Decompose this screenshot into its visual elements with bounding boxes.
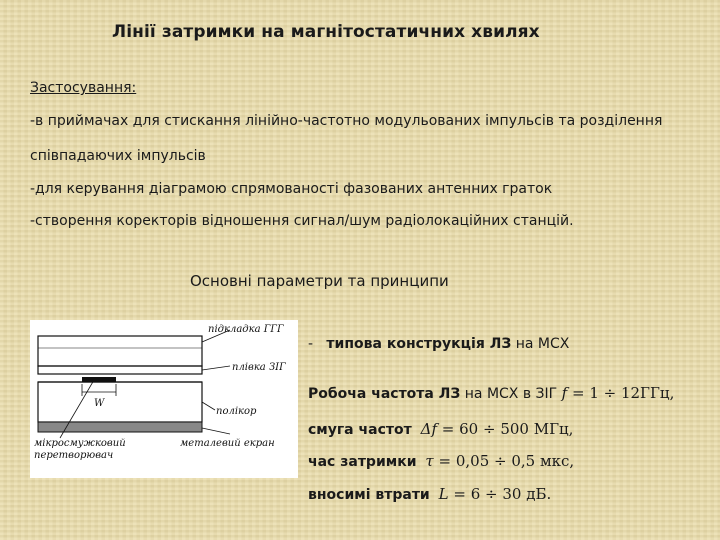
label-screen: металевий екран (180, 438, 275, 449)
param-bandwidth (308, 420, 573, 438)
polycor-layer (38, 382, 202, 422)
delay-formula: τ = 0,05 ÷ 0,5 мкс, (425, 452, 575, 470)
frequency-formula: f = 1 ÷ 12ГГц, (561, 384, 675, 402)
param-delay (308, 452, 574, 470)
bandwidth-bold: смуга частот (308, 422, 412, 438)
loss-bold: вносимі втрати (308, 487, 430, 503)
slide-title: Лінії затримки на магнітостатичних хвилях (112, 22, 540, 42)
label-width: W (94, 398, 105, 409)
param-construction (308, 336, 569, 352)
film-layer (38, 366, 202, 374)
frequency-bold: Робоча частота ЛЗ (308, 386, 461, 402)
bandwidth-formula: Δf = 60 ÷ 500 МГц, (420, 420, 574, 438)
label-substrate: підкладка ГГГ (208, 324, 284, 335)
loss-formula: L = 6 ÷ 30 дБ. (438, 485, 552, 503)
delay-bold: час затримки (308, 454, 417, 470)
construction-rest: на МСХ (515, 336, 570, 352)
label-transducer-2: перетворювач (34, 450, 114, 461)
label-transducer-1: мікросмужковий (34, 438, 126, 449)
substrate-layer (38, 336, 202, 366)
construction-dash: - (308, 336, 314, 352)
metal-screen (38, 422, 202, 432)
construction-bold: типова конструкція ЛЗ (326, 336, 512, 352)
label-film: плівка ЗІГ (232, 362, 286, 373)
application-line-1: -в приймачах для стискання лінійно-частотно модульованих імпульсів та розділення (30, 113, 663, 129)
delay-line-cross-section-figure (30, 320, 298, 478)
param-loss (308, 485, 551, 503)
application-line-2: співпадаючих імпульсів (30, 148, 206, 164)
applications-heading: Застосування: (30, 80, 137, 96)
transducer-strip (82, 377, 116, 382)
label-polycor: полікор (216, 406, 257, 417)
application-line-4: -створення коректорів відношення сигнал/шум радіолокаційних станцій. (30, 213, 574, 229)
param-frequency (308, 384, 674, 402)
application-line-3: -для керування діаграмою спрямованості фазованих антенних граток (30, 181, 553, 197)
frequency-rest: на МСХ в ЗІГ (464, 386, 558, 402)
section-heading: Основні параметри та принципи (190, 272, 449, 290)
cross-section-diagram (30, 320, 298, 478)
